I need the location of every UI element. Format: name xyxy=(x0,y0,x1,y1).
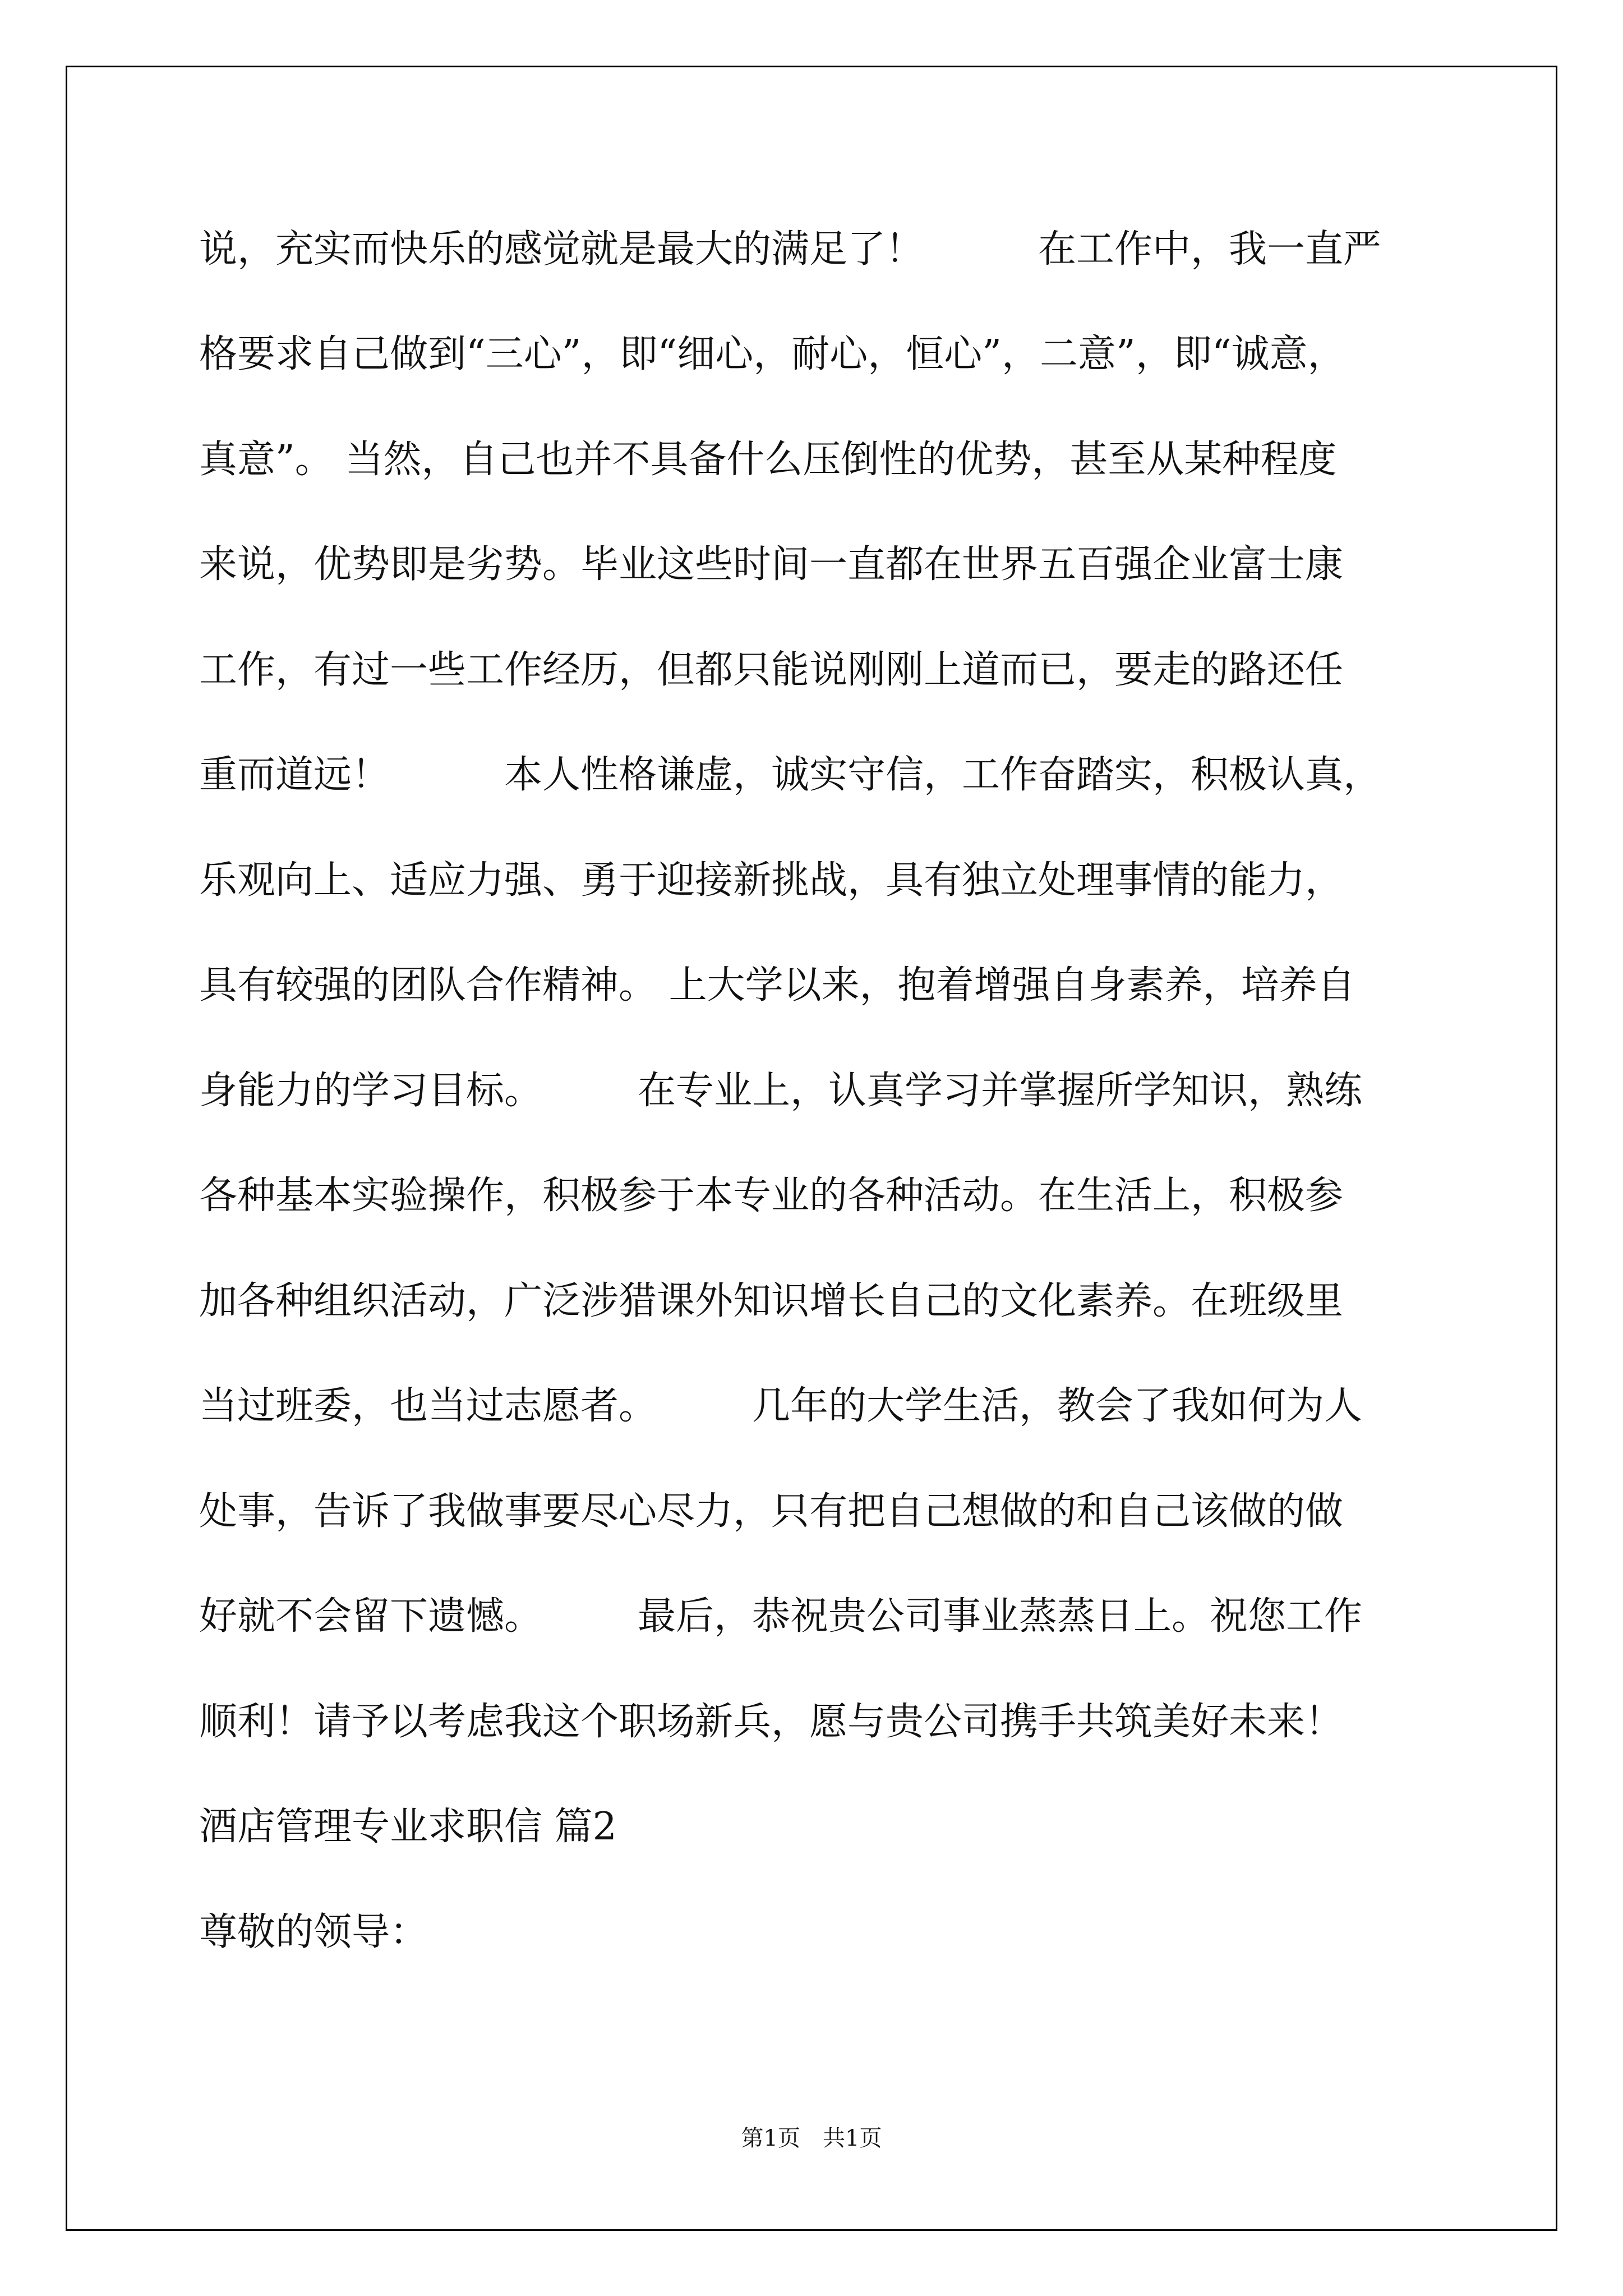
body-line-13: 处事，告诉了我做事要尽心尽力，只有把自己想做的和自己该做的做 xyxy=(199,1489,1344,1534)
body-line-15: 顺利！请予以考虑我这个职场新兵，愿与贵公司携手共筑美好未来！ xyxy=(199,1700,1344,1744)
section-heading: 酒店管理专业求职信 篇2 xyxy=(199,1805,617,1849)
body-line-4: 来说，优势即是劣势。毕业这些时间一直都在世界五百强企业富士康 xyxy=(199,542,1344,587)
body-line-10: 各种基本实验操作，积极参于本专业的各种活动。在生活上，积极参 xyxy=(199,1174,1344,1218)
body-line-11: 加各种组织活动，广泛涉猎课外知识增长自己的文化素养。在班级里 xyxy=(199,1279,1344,1323)
body-line-5: 工作，有过一些工作经历，但都只能说刚刚上道而已，要走的路还任 xyxy=(199,648,1344,692)
body-line-7: 乐观向上、适应力强、勇于迎接新挑战，具有独立处理事情的能力， xyxy=(199,858,1344,903)
body-line-12: 当过班委，也当过志愿者。 几年的大学生活，教会了我如何为人 xyxy=(199,1384,1363,1428)
body-line-14: 好就不会留下遗憾。 最后，恭祝贵公司事业蒸蒸日上。祝您工作 xyxy=(199,1594,1363,1639)
salutation: 尊敬的领导： xyxy=(199,1910,428,1954)
body-line-8: 具有较强的团队合作精神。 上大学以来，抱着增强自身素养，培养自 xyxy=(199,963,1355,1007)
page-footer: 第1页 共1页 xyxy=(741,2125,882,2151)
page-border xyxy=(66,66,1557,2231)
body-line-2: 格要求自己做到“三心”，即“细心，耐心，恒心”，二意”，即“诚意， xyxy=(199,332,1346,376)
body-line-9: 身能力的学习目标。 在专业上，认真学习并掌握所学知识，熟练 xyxy=(199,1069,1363,1113)
body-line-1: 说，充实而快乐的感觉就是最大的满足了！ 在工作中，我一直严 xyxy=(199,227,1382,272)
body-line-6: 重而道远！ 本人性格谦虚，诚实守信，工作奋踏实，积极认真， xyxy=(199,753,1382,797)
body-line-3: 真意”。 当然，自己也并不具备什么压倒性的优势，甚至从某种程度 xyxy=(199,438,1337,482)
